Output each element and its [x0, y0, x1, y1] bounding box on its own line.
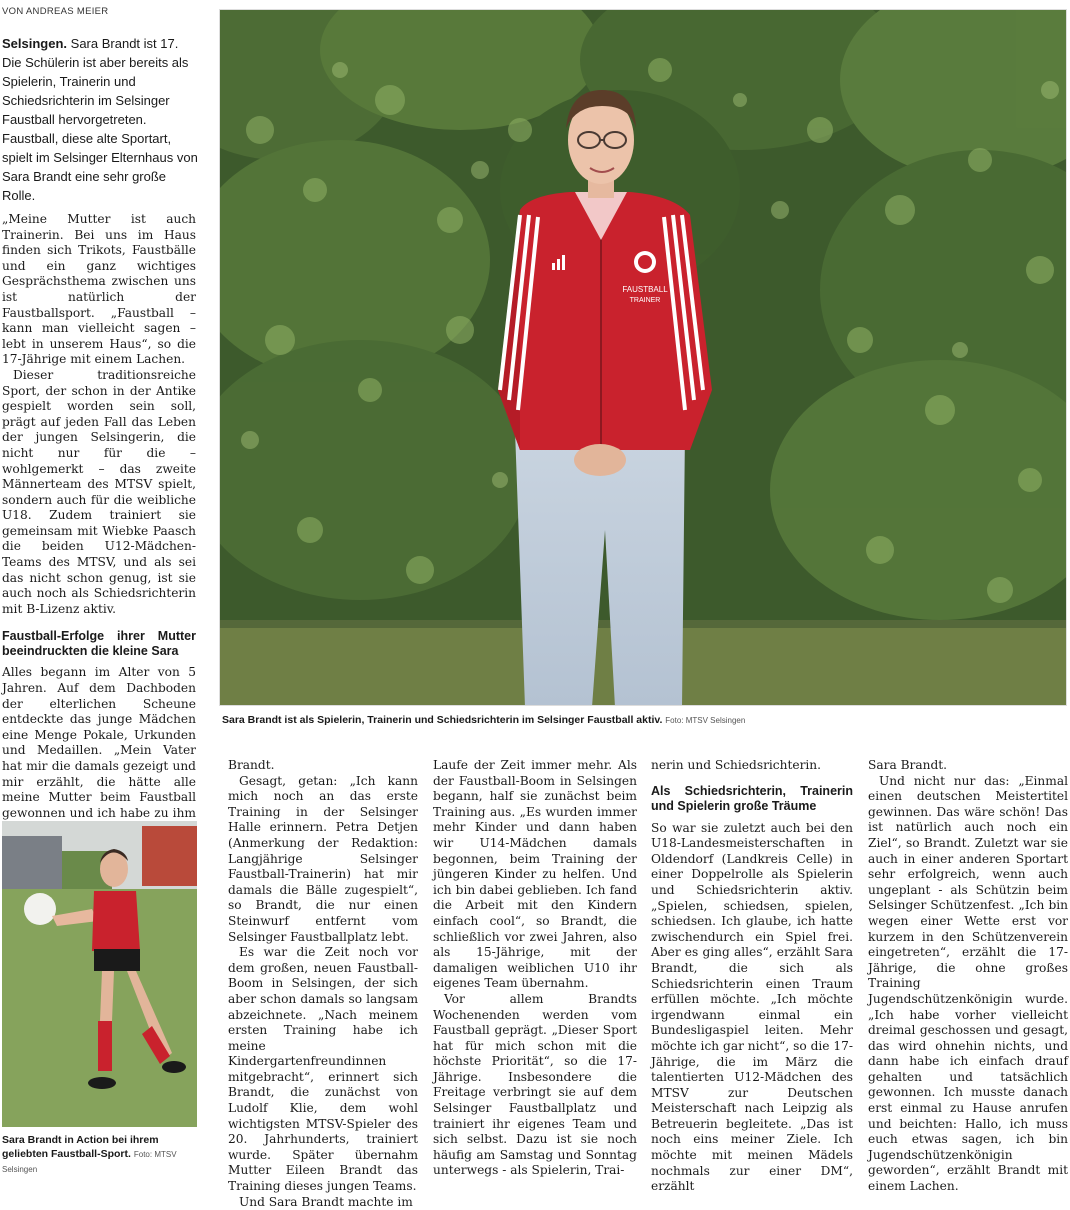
- column-2: [228, 758, 418, 1210]
- paragraph: Dieser traditionsreiche Sport, der schon in der Antike gespielt worden sein soll, prägt auf jeden Fall das Leben der jungen Selsingerin, die nicht nur für die – wohlgemerkt – das zweite Männerteam des MTSV spielt, sondern auch für die weibliche U18. Zudem trainiert sie gemeinsam mit Wiebke Paasch die beiden U12-Mädchen-Teams des MTSV, und als sei das nicht schon genug, ist sie auch noch als Schiedsrichterin mit B-Lizenz aktiv.: [2, 367, 196, 616]
- lead-paragraph: [2, 34, 198, 205]
- byline: VON ANDREAS MEIER: [2, 6, 109, 17]
- column-5: [868, 758, 1068, 1195]
- caption-text: Sara Brandt ist als Spielerin, Trainerin und Schiedsrichterin im Selsinger Faustball aktiv.: [222, 714, 663, 726]
- paragraph: Und nicht nur das: „Einmal einen deutschen Meistertitel gewinnen. Das wäre schön! Das ist natürlich auch noch ein Ziel“, so Brandt. Zuletzt war sie auch in einer anderen Sportart sehr erfolgreich, wenn auch ungeplant - als Schützin beim Selsinger Schützenfest. „Ich bin wegen einer Wette erst vor kurzem in den Schützenverein eingetreten“, erzählt die 17-Jährige, die ohne großes Training Jugendschützenkönigin wurde. „Ich habe vorher vielleicht dreimal geschossen und gesagt, das wird ohnehin nichts, und dann habe ich einfach drauf gehalten und tatsächlich gewonnen. Ich musste danach erst einmal zu Hause anrufen und beichten: Hallo, ich muss euch etwas sagen, ich bin Jugendschützenkönigin geworden“, erzählt Brandt mit einem Lachen.: [868, 773, 1068, 1194]
- jacket-text: FAUSTBALL: [622, 285, 668, 294]
- paragraph: So war sie zuletzt auch bei den U18-Landesmeisterschaften in Oldendorf (Landkreis Celle) in einer Doppelrolle als Spielerin und Schiedsrichterin aktiv. „Spielen, schiedsen, spielen, schiedsen. Ich glaube, ich hatte zwischendurch ein Spiel frei. Aber es ging alles“, erzählt Sara Brandt, die sich als Schiedsrichterin einen Traum erfüllen möchte. „Ich möchte irgendwann einmal ein Bundesligaspiel leiten. Mehr möchte ich gar nicht“, so die 17-Jährige, die im März die talentierten U12-Mädchen des MTSV zur Deutschen Meisterschaft nach Leipzig als Betreuerin begleitete. „Das ist noch eins meiner Ziele. Ich möchte mit meinen Mädels nochmals zur einer DM“, erzählt: [651, 820, 853, 1194]
- main-photo: [219, 9, 1067, 706]
- main-photo-caption: [222, 713, 1068, 728]
- dateline: Selsingen.: [2, 36, 68, 51]
- paragraph: Sara Brandt.: [868, 758, 948, 772]
- subheading: Als Schiedsrichterin, Trainerin und Spielerin große Träume: [651, 783, 853, 813]
- photo-credit: Foto: MTSV Selsingen: [2, 1150, 177, 1174]
- column-3: [433, 758, 637, 1179]
- subheading: Faustball-Erfolge ihrer Mutter beeindruckten die kleine Sara: [2, 629, 196, 659]
- paragraph: Laufe der Zeit immer mehr. Als der Faustball-Boom in Selsingen begann, half sie zunächst beim Training aus. „Es wurden immer mehr Kinder und dann haben wir U14-Mädchen damals begonnen, beim Training der jüngeren Kinder zu helfen. Und ich bin dabei geblieben. Ich fand die Arbeit mit den Kindern einfach cool“, so Brandt, die schließlich vor zwei Jahren, also als 15-Jährige, mit der damaligen weiblichen U10 ihr eigenes Team übernahm.: [433, 758, 637, 991]
- paragraph: Gesagt, getan: „Ich kann mich noch an das erste Training in der Selsinger Halle erinnern. Petra Detjen (Anmerkung der Redaktion: Langjährige Selsinger Faustball-Trainerin) hat mir damals die Bälle zugespielt“, so Brandt, die nur einen Steinwurf entfernt vom Selsinger Faustballplatz lebt.: [228, 773, 418, 944]
- action-image: [2, 821, 197, 1127]
- paragraph: Es war die Zeit noch vor dem großen, neuen Faustball-Boom in Selsingen, der sich aber schon damals so langsam abzeichnete. „Nach meinem ersten Training habe ich meine Kindergartenfreundinnen mitgebracht“, erinnert sich Brandt, die zunächst von Ludolf Klie, dem wohl wichtigsten MTSV-Spieler des 20. Jahrhunderts, trainiert wurde. Später übernahm Mutter Eileen Brandt das Training dieses jungen Teams.: [228, 945, 418, 1194]
- paragraph: nerin und Schiedsrichterin.: [651, 758, 822, 772]
- paragraph: Brandt.: [228, 758, 275, 772]
- column-4: [651, 758, 853, 1195]
- action-photo-caption: [2, 1133, 197, 1177]
- hedge-portrait-image: [220, 10, 1067, 706]
- paragraph: „Meine Mutter ist auch Trainerin. Bei uns im Haus finden sich Trikots, Faustbälle und ein ganz wichtiges Gesprächsthema zwischen uns ist natürlich der Faustballsport. „Faustball – kann man vielleicht sagen – lebt in unserem Haus“, so die 17-Jährige mit einem Lachen.: [2, 212, 196, 367]
- photo-credit: Foto: MTSV Selsingen: [665, 716, 746, 725]
- paragraph: Und Sara Brandt machte im: [239, 1194, 413, 1209]
- caption-text: Sara Brandt in Action bei ihrem geliebten Faustball-Sport.: [2, 1134, 159, 1160]
- action-photo: [2, 821, 197, 1127]
- column-1: [2, 212, 196, 853]
- paragraph: Vor allem Brandts Wochenenden werden vom Faustball geprägt. „Dieser Sport hat für mich schon mit die höchste Priorität“, so die 17-Jährige. Insbesondere die Freitage verbringt sie auf dem Selsinger Faustballplatz und trainiert ihr eigenes Team und sich selbst. Dazu ist sie noch häufig am Samstag und Sonntag unterwegs - als Spielerin, Trai-: [433, 991, 637, 1178]
- paragraph: Alles begann im Alter von 5 Jahren. Auf dem Dachboden der elterlichen Scheune entdeckte das junge Mädchen eine Menge Pokale, Urkunden und Medaillen. „Mein Vater hat mir die damals gezeigt und mir erzählt, die hätte alle meine Mutter beim Faustball gewonnen und ich habe zu ihm: [2, 665, 196, 820]
- jacket-subtext: TRAINER: [629, 297, 661, 304]
- lead-text: Sara Brandt ist 17. Die Schülerin ist aber bereits als Spielerin, Trainerin und Schiedsrichterin im Selsinger Faustball hervorgetreten. Faustball, diese alte Sportart, spielt im Selsinger Elternhaus von Sara Brandt eine sehr große Rolle.: [2, 36, 198, 203]
